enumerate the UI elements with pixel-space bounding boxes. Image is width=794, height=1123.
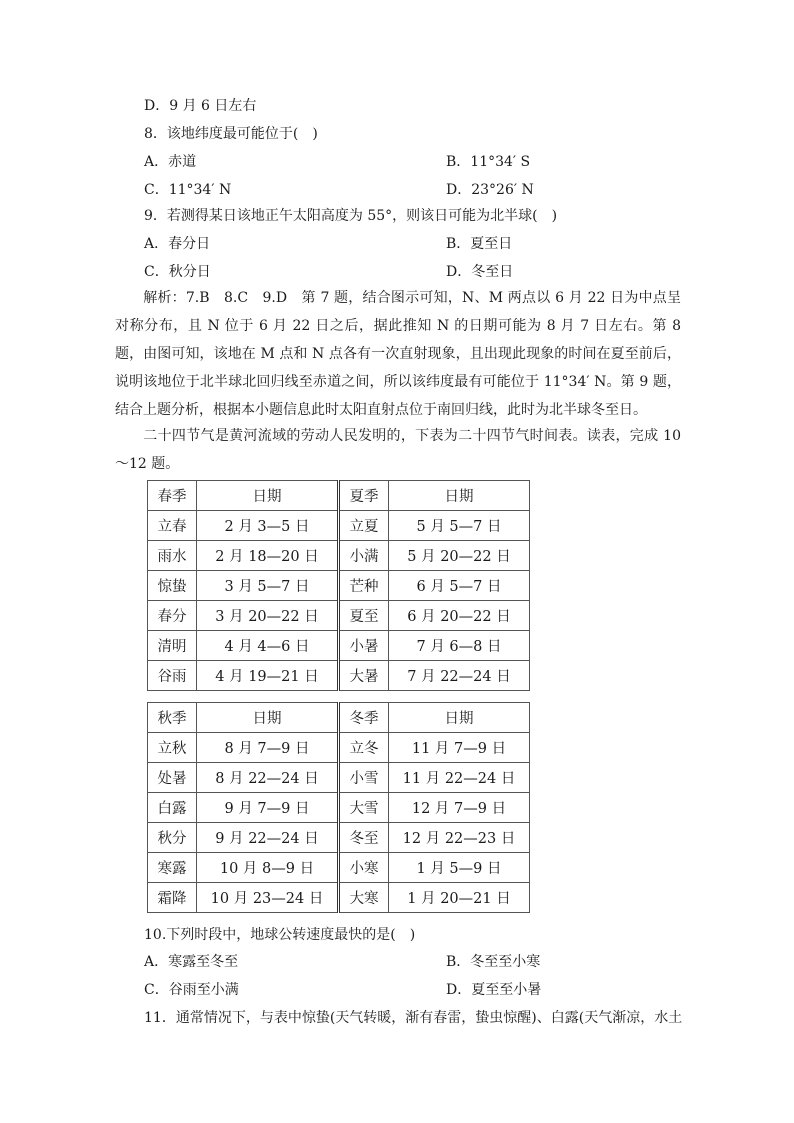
term-cell: 立冬: [339, 733, 389, 763]
table-row: [148, 541, 530, 571]
term-cell: 处暑: [148, 763, 197, 793]
q10-option-b: B．冬至至小寒: [446, 954, 541, 970]
q8-option-d: D．23°26′ N: [446, 182, 534, 198]
q8-option-c: C．11°34′ N: [144, 182, 232, 198]
term-cell: 雨水: [148, 541, 197, 571]
term-cell: 小暑: [339, 631, 389, 661]
table-row: [148, 823, 530, 853]
term-cell: 芒种: [339, 571, 389, 601]
q9-option-a: A．春分日: [144, 236, 211, 252]
term-cell: 白露: [148, 793, 197, 823]
term-cell: 谷雨: [148, 661, 197, 691]
table-header-row: [148, 481, 530, 511]
term-cell: 小满: [339, 541, 389, 571]
date-cell: 6 月 20—22 日: [389, 601, 530, 631]
date-cell: 3 月 5—7 日: [197, 571, 339, 601]
q9-option-c: C．秋分日: [144, 264, 211, 280]
table-row: [148, 733, 530, 763]
term-cell: 大寒: [339, 883, 389, 913]
term-cell: 夏季: [339, 481, 389, 511]
date-cell: 6 月 5—7 日: [389, 571, 530, 601]
q11-stem: 11．通常情况下，与表中惊蛰(天气转暖，渐有春雷，蛰虫惊醒)、白露(天气渐凉，水土: [144, 1010, 683, 1026]
date-cell: 4 月 4—6 日: [197, 631, 339, 661]
table-row: [148, 883, 530, 913]
date-cell: 2 月 18—20 日: [197, 541, 339, 571]
date-cell: 1 月 5—9 日: [389, 853, 530, 883]
term-cell: 惊蛰: [148, 571, 197, 601]
q9-option-b: B．夏至日: [446, 236, 513, 252]
term-cell: 秋分: [148, 823, 197, 853]
date-cell: 1 月 20—21 日: [389, 883, 530, 913]
table-row: [148, 601, 530, 631]
q10-option-d: D．夏至至小暑: [446, 982, 542, 998]
term-cell: 立春: [148, 511, 197, 541]
term-cell: 冬季: [339, 703, 389, 733]
q8-option-a: A．赤道: [144, 154, 197, 170]
date-cell: 4 月 19—21 日: [197, 661, 339, 691]
date-cell: 10 月 8—9 日: [197, 853, 339, 883]
date-cell: 12 月 22—23 日: [389, 823, 530, 853]
term-cell: 大暑: [339, 661, 389, 691]
date-cell: 8 月 22—24 日: [197, 763, 339, 793]
q10-stem: 10.下列时段中，地球公转速度最快的是( ): [144, 927, 416, 943]
q10-option-a: A．寒露至冬至: [144, 954, 239, 970]
date-cell: 5 月 20—22 日: [389, 541, 530, 571]
q7-option-d: D．9 月 6 日左右: [144, 98, 257, 114]
date-cell: 12 月 7—9 日: [389, 793, 530, 823]
intro-text: 二十四节气是黄河流域的劳动人民发明的，下表为二十四节气时间表。读表，完成 10～12 题。: [115, 428, 681, 472]
term-cell: 春季: [148, 481, 197, 511]
table-row: [148, 571, 530, 601]
date-cell: 2 月 3—5 日: [197, 511, 339, 541]
date-cell: 日期: [197, 703, 339, 733]
date-cell: 5 月 5—7 日: [389, 511, 530, 541]
term-cell: 寒露: [148, 853, 197, 883]
date-cell: 10 月 23—24 日: [197, 883, 339, 913]
table-row: [148, 511, 530, 541]
term-cell: 夏至: [339, 601, 389, 631]
table-row: [148, 631, 530, 661]
q8-option-b: B．11°34′ S: [446, 154, 531, 170]
date-cell: 7 月 22—24 日: [389, 661, 530, 691]
q10-option-c: C．谷雨至小满: [144, 982, 239, 998]
analysis-paragraph: [115, 284, 681, 424]
date-cell: 日期: [389, 481, 530, 511]
date-cell: 8 月 7—9 日: [197, 733, 339, 763]
term-cell: 霜降: [148, 883, 197, 913]
term-cell: 春分: [148, 601, 197, 631]
analysis-text: 解析：7.B 8.C 9.D 第 7 题，结合图示可知，N、M 两点以 6 月 22 日为中点呈对称分布，且 N 位于 6 月 22 日之后，据此推知 N 的日期可能为 8 月 7 日左右。第 8 题，由图可知，该地在 M 点和 N 点各有一次直射现象，且出现此现象的时间在夏至前后，说明该地位于北半球北回归线至赤道之间，所以该纬度最有可能位于 11°34′ N。第 9 题，结合上题分析，根据本小题信息此时太阳直射点位于南回归线，此时为北半球冬至日。: [115, 290, 681, 418]
solar-terms-table-spring-summer: [147, 480, 530, 691]
date-cell: 日期: [389, 703, 530, 733]
term-cell: 立秋: [148, 733, 197, 763]
term-cell: 小雪: [339, 763, 389, 793]
date-cell: 11 月 22—24 日: [389, 763, 530, 793]
table-header-row: [148, 703, 530, 733]
date-cell: 日期: [197, 481, 339, 511]
q8-stem: 8．该地纬度最可能位于( ): [144, 126, 318, 142]
term-cell: 秋季: [148, 703, 197, 733]
q9-option-d: D．冬至日: [446, 264, 514, 280]
term-cell: 立夏: [339, 511, 389, 541]
date-cell: 3 月 20—22 日: [197, 601, 339, 631]
date-cell: 11 月 7—9 日: [389, 733, 530, 763]
term-cell: 小寒: [339, 853, 389, 883]
term-cell: 冬至: [339, 823, 389, 853]
q9-stem: 9．若测得某日该地正午太阳高度为 55°，则该日可能为北半球( ): [144, 208, 558, 224]
table-row: [148, 853, 530, 883]
solar-terms-table-autumn-winter: [147, 702, 530, 913]
table-row: [148, 763, 530, 793]
table-row: [148, 793, 530, 823]
term-cell: 大雪: [339, 793, 389, 823]
date-cell: 9 月 22—24 日: [197, 823, 339, 853]
table-row: [148, 661, 530, 691]
intro-paragraph: [115, 422, 681, 478]
date-cell: 9 月 7—9 日: [197, 793, 339, 823]
term-cell: 清明: [148, 631, 197, 661]
date-cell: 7 月 6—8 日: [389, 631, 530, 661]
